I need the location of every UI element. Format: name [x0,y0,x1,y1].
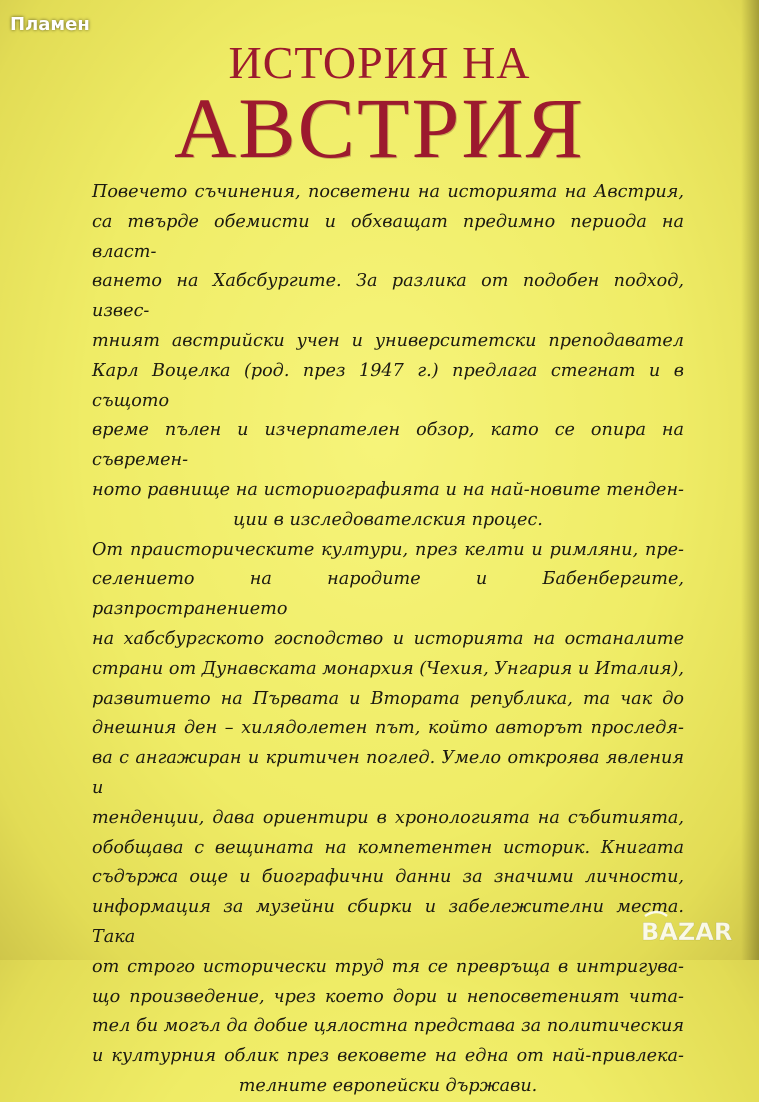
blurb-line: развитието на Първата и Втората република, та чак до [92,688,684,709]
logo-text: BAZAR [641,918,733,946]
blurb-line: съдържа още и биографични данни за значими личности, [92,867,684,888]
blurb-line: тният австрийски учен и университетски преподавател [92,330,684,351]
blurb-line: на хабсбургското господство и историята на останалите [92,628,684,649]
bazar-logo [637,906,747,950]
blurb-line: тенденции, дава ориентири в хронологията на събитията, [92,807,684,828]
blurb-line: що произведение, чрез което дори и непосветеният чита- [92,986,684,1007]
blurb-line: обобщава с вещината на компетентен историк. Книгата [92,837,684,858]
blurb-line: страни от Дунавската монархия (Чехия, Унгария и Италия), [92,658,684,679]
blurb-line: информация за музейни сбирки и забележителни места. Така [92,897,684,947]
blurb-line: телните европейски държави. [238,1075,538,1096]
blurb-line: От праисторическите култури, през келти и римляни, пре- [92,539,684,560]
blurb-line: Повечето съчинения, посветени на историята на Австрия, [92,182,684,202]
blurb-line: и културния облик през вековете на една от най-привлека- [92,1046,684,1067]
blurb-line: днешния ден – хилядолетен път, който авторът проследя- [92,718,684,739]
logo-arc [645,912,667,916]
seller-username: Пламен [10,14,90,35]
blurb-line: Карл Воцелка (род. през 1947 г.) предлага стегнат и в същото [92,360,684,411]
book-title-line1: ИСТОРИЯ НА [228,37,531,88]
blurb-line: от строго исторически труд тя се превръща в интригува- [92,956,684,977]
blurb-line: ва с ангажиран и критичен поглед. Умело откроява явления и [92,748,684,798]
blurb-line: ното равнище на историографията и на най-новите тенден- [92,479,684,500]
blurb-line: селението на народите и Бабенбергите, разпространението [92,569,684,620]
book-title-line2: АВСТРИЯ [174,80,585,176]
blurb-line: ции в изследователския процес. [233,509,543,530]
blurb-line: тел би могъл да добие цялостна представа за политическия [92,1016,684,1037]
blurb-line: ването на Хабсбургите. За разлика от подобен подход, извес- [92,271,684,322]
blurb-line: време пълен и изчерпателен обзор, като се опира на съвремен- [92,420,684,471]
blurb-line: са твърде обемисти и обхващат предимно периода на власт- [92,211,684,262]
bazar-logo-icon [637,906,747,950]
back-cover-blurb [92,178,684,1102]
